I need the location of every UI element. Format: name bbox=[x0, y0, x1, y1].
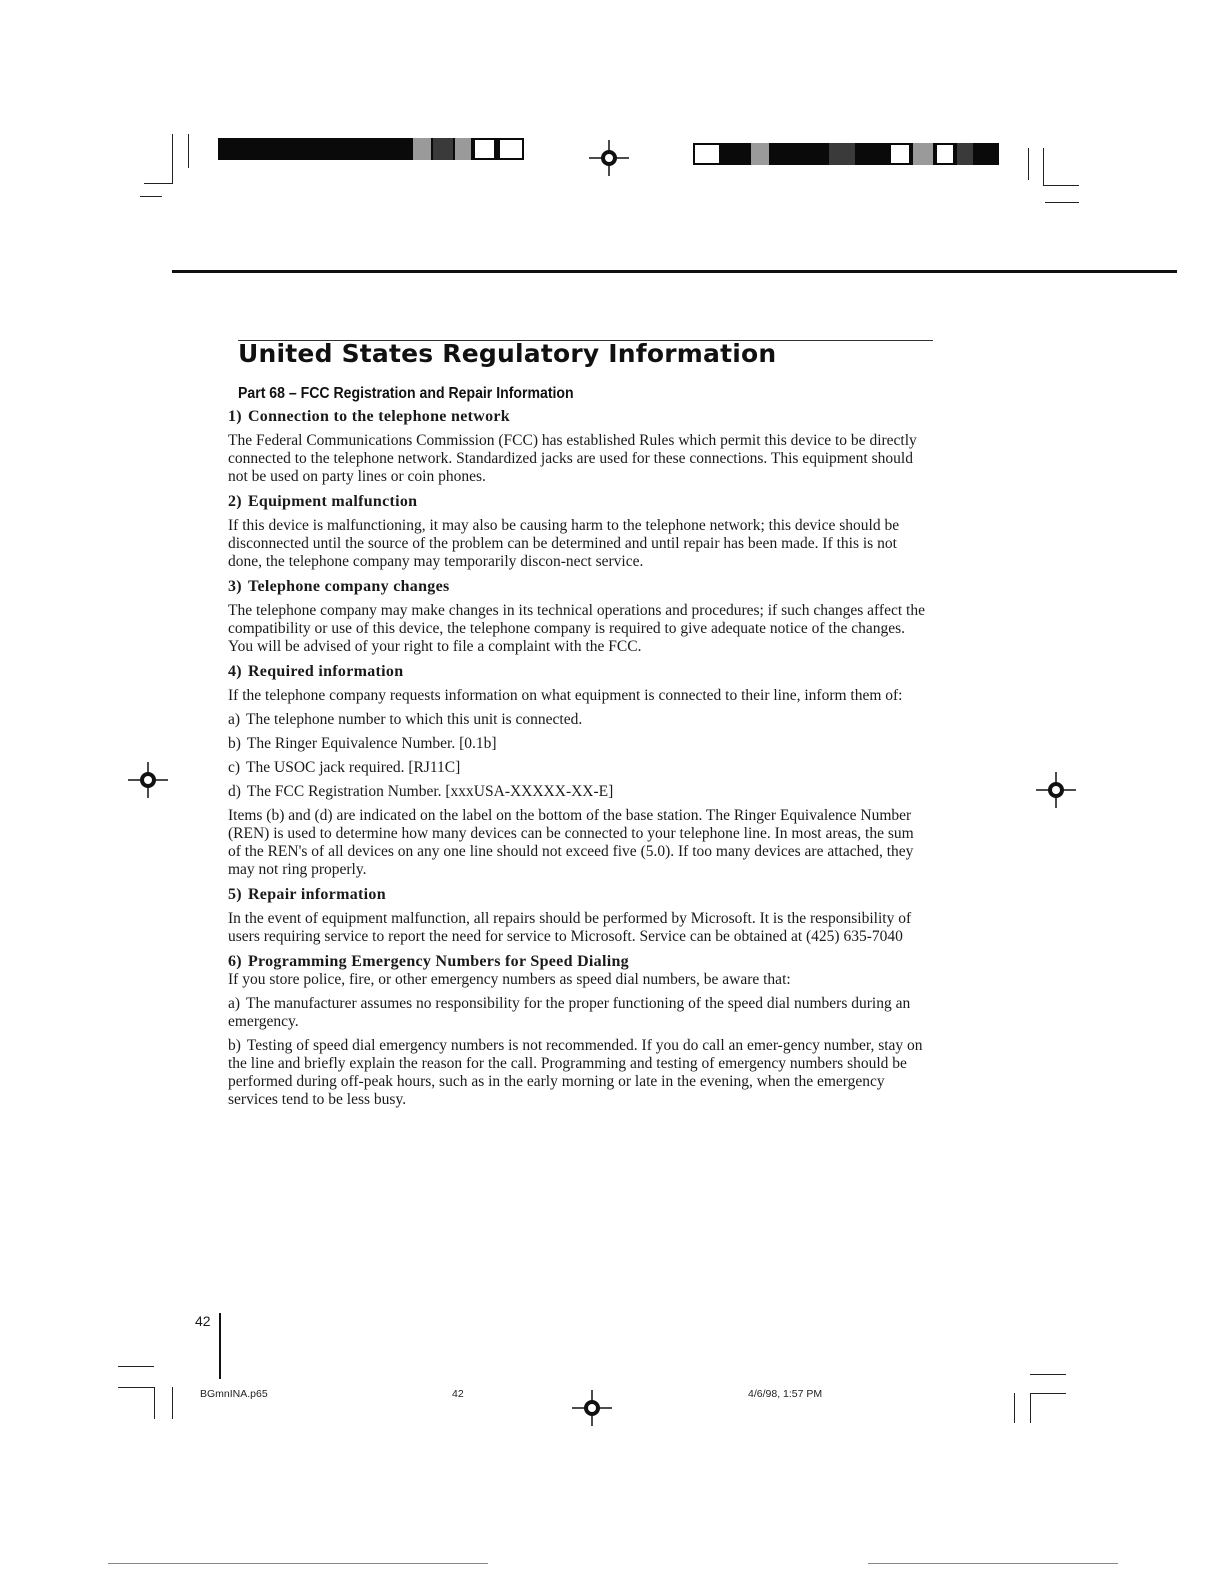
list-item bbox=[228, 759, 928, 777]
density-bar-right bbox=[693, 143, 999, 165]
paragraph: Items (b) and (d) are indicated on the label on the bottom of the base station. The Ringer Equivalence Number (REN) is used to determine how many devices can be connected to your telephone line. In most areas, the sum of the REN's of all devices on any one line should not exceed five (5.0). If too many devices are attached, they may not ring properly. bbox=[228, 807, 914, 878]
section-heading bbox=[228, 662, 928, 681]
density-cell bbox=[935, 143, 955, 165]
item-letter: c) bbox=[228, 759, 241, 776]
crop-mark bbox=[154, 1387, 155, 1419]
item-letter: a) bbox=[228, 711, 241, 728]
density-cell bbox=[473, 138, 496, 160]
section-number: 2) bbox=[228, 493, 242, 510]
section-repair-info bbox=[228, 885, 928, 946]
item-letter: b) bbox=[228, 735, 241, 752]
section-required-info bbox=[228, 662, 928, 879]
item-text: The manufacturer assumes no responsibility for the proper functioning of the speed dial numbers during an emergency. bbox=[228, 995, 911, 1030]
density-bar-left bbox=[218, 138, 524, 160]
crop-mark bbox=[1028, 148, 1029, 180]
section-heading bbox=[228, 885, 928, 904]
paragraph: If this device is malfunctioning, it may also be causing harm to the telephone network; this device should be disconnected until the source of the problem can be determined and until repair has been made. If this is not done, the telephone company may temporarily discon-nect service. bbox=[228, 517, 900, 570]
crop-mark bbox=[1030, 1374, 1066, 1375]
paragraph: The Federal Communications Commission (FCC) has established Rules which permit this device to be directly connected to the telephone network. Standardized jacks are used for these connections. This equipment should not be used on party lines or coin phones. bbox=[228, 432, 917, 485]
list-item bbox=[228, 711, 928, 729]
registration-crosshair-icon bbox=[128, 760, 168, 800]
scan-edge-line bbox=[868, 1563, 1118, 1564]
section-title: Programming Emergency Numbers for Speed Dialing bbox=[247, 953, 629, 970]
list-item bbox=[228, 995, 928, 1031]
section-emergency-numbers bbox=[228, 952, 928, 1109]
part-heading: Part 68 – FCC Registration and Repair Information bbox=[238, 385, 574, 402]
item-text: Testing of speed dial emergency numbers is not recommended. If you do call an emer-gency number, stay on the line and briefly explain the reason for the call. Programming and testing of emergency numbers should be performed during off-peak hours, such as in the early morning or late in the evening, when the emergency services tend to be less busy. bbox=[228, 1037, 923, 1108]
item-text: The Ringer Equivalence Number. [0.1b] bbox=[246, 735, 497, 752]
slug-timestamp: 4/6/98, 1:57 PM bbox=[748, 1388, 823, 1400]
section-number: 6) bbox=[228, 953, 242, 970]
header-rule bbox=[172, 270, 1177, 273]
crop-mark bbox=[1043, 148, 1044, 186]
item-text: The FCC Registration Number. [xxxUSA-XXXXX-XX-E] bbox=[246, 783, 614, 800]
section-number: 1) bbox=[228, 408, 242, 425]
page-number: 42 bbox=[195, 1313, 211, 1329]
density-cell bbox=[957, 143, 973, 165]
paragraph: The telephone company may make changes in its technical operations and procedures; if such changes affect the compatibility or use of this device, the telephone company is required to give adequate notice of the changes. You will be advised of your right to file a complaint with the FCC. bbox=[228, 602, 925, 655]
item-letter: b) bbox=[228, 1037, 241, 1054]
section-connection bbox=[228, 407, 928, 486]
registration-crosshair-icon bbox=[572, 1388, 612, 1428]
list-item bbox=[228, 783, 928, 801]
page-title: United States Regulatory Information bbox=[238, 339, 777, 368]
registration-crosshair-icon bbox=[589, 138, 629, 178]
density-cell bbox=[498, 138, 524, 160]
crop-mark bbox=[1030, 1393, 1066, 1394]
section-company-changes bbox=[228, 577, 928, 656]
list-item bbox=[228, 1037, 928, 1109]
regulatory-content bbox=[228, 407, 928, 1115]
paragraph: If you store police, fire, or other emergency numbers as speed dial numbers, be aware that: bbox=[228, 971, 791, 988]
slug-page: 42 bbox=[452, 1388, 464, 1400]
section-malfunction bbox=[228, 492, 928, 571]
density-cell bbox=[913, 143, 933, 165]
item-letter: a) bbox=[228, 995, 241, 1012]
section-heading bbox=[228, 492, 928, 511]
crop-mark bbox=[172, 134, 173, 184]
crop-mark bbox=[1045, 202, 1079, 203]
crop-mark bbox=[1043, 185, 1079, 186]
crop-mark bbox=[1014, 1393, 1015, 1423]
density-cell bbox=[455, 138, 471, 160]
section-heading bbox=[228, 407, 928, 426]
density-cell bbox=[413, 138, 431, 160]
registration-crosshair-icon bbox=[1036, 770, 1076, 810]
list-item bbox=[228, 735, 928, 753]
scan-edge-line bbox=[108, 1563, 488, 1564]
item-letter: d) bbox=[228, 783, 241, 800]
section-title: Connection to the telephone network bbox=[247, 408, 510, 425]
paragraph: If the telephone company requests information on what equipment is connected to their line, inform them of: bbox=[228, 687, 903, 704]
crop-mark bbox=[140, 196, 162, 197]
section-title: Required information bbox=[247, 663, 404, 680]
crop-mark bbox=[172, 1387, 173, 1419]
section-number: 5) bbox=[228, 886, 242, 903]
paragraph: In the event of equipment malfunction, all repairs should be performed by Microsoft. It is the responsibility of users requiring service to report the need for service to Microsoft. Service can be obtained at (425) 635-7040 bbox=[228, 910, 912, 945]
item-text: The telephone number to which this unit is connected. bbox=[246, 711, 583, 728]
item-text: The USOC jack required. [RJ11C] bbox=[246, 759, 461, 776]
page-number-bar bbox=[219, 1313, 221, 1379]
section-title: Repair information bbox=[247, 886, 386, 903]
crop-mark bbox=[118, 1387, 154, 1388]
section-title: Equipment malfunction bbox=[247, 493, 418, 510]
density-cell bbox=[433, 138, 453, 160]
crop-mark bbox=[118, 1366, 154, 1367]
slug-filename: BGmnINA.p65 bbox=[200, 1388, 268, 1400]
crop-mark bbox=[188, 134, 189, 168]
crop-mark bbox=[1030, 1393, 1031, 1423]
density-cell bbox=[829, 143, 855, 165]
section-heading bbox=[228, 577, 928, 596]
section-number: 4) bbox=[228, 663, 242, 680]
density-cell bbox=[889, 143, 911, 165]
crop-mark bbox=[144, 183, 172, 184]
section-title: Telephone company changes bbox=[247, 578, 450, 595]
section-number: 3) bbox=[228, 578, 242, 595]
density-cell bbox=[693, 143, 721, 165]
section-heading bbox=[228, 952, 928, 971]
density-cell bbox=[751, 143, 769, 165]
